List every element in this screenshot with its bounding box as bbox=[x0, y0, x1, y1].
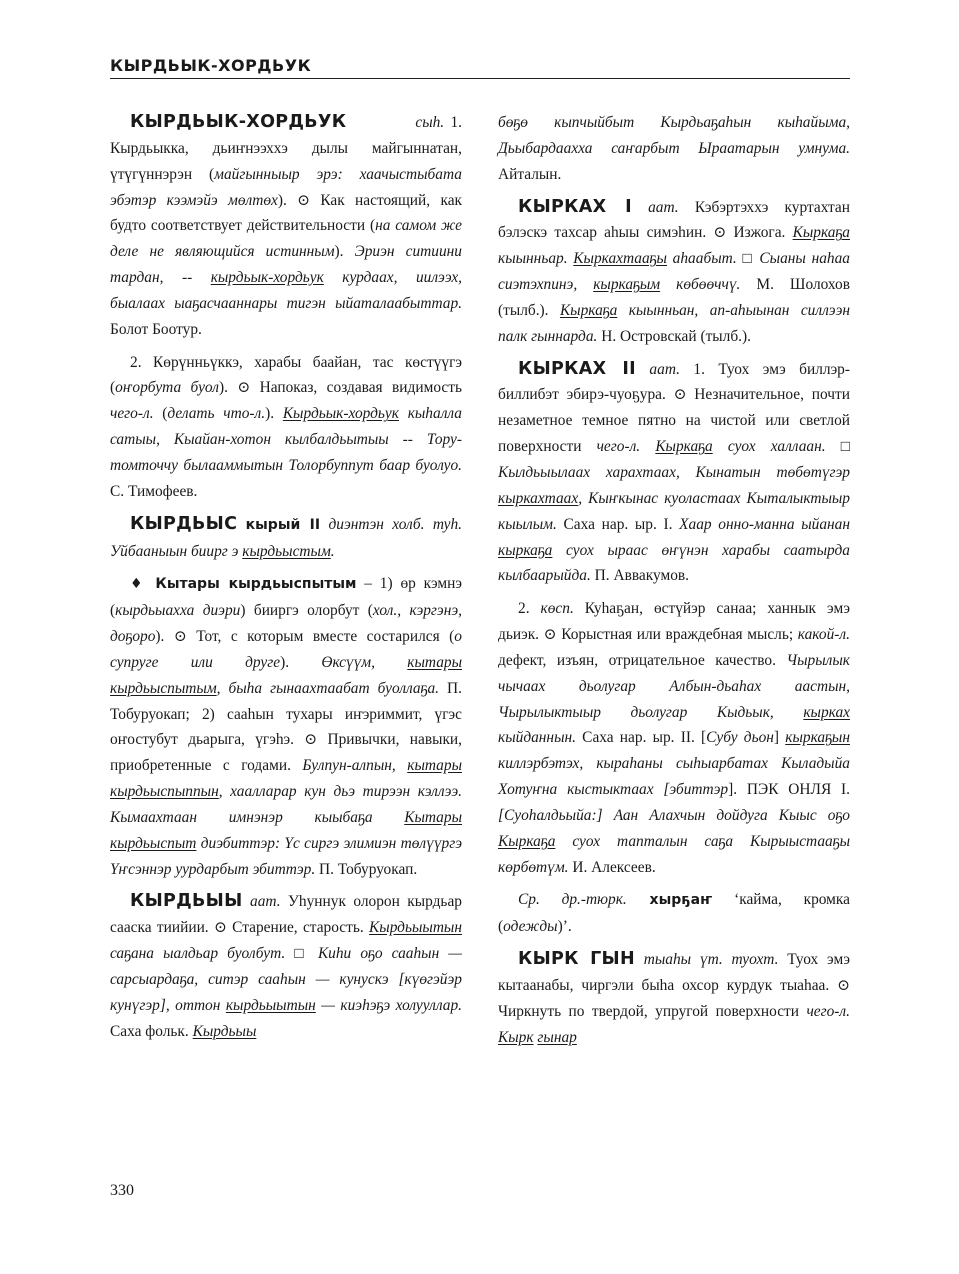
example-keyword: кыркаҕым bbox=[593, 276, 661, 294]
example-keyword: кыркаҕа bbox=[498, 541, 553, 559]
example-text: [Суоһалдьыйа:] Аан Алахчын дойдуга Кыыс оҕо bbox=[498, 806, 850, 824]
example-text: Уйбааныын биирг э bbox=[110, 542, 243, 560]
example-keyword: Кырдьыы bbox=[192, 1022, 257, 1040]
example-text: Эриэн ситиини тардан, -- bbox=[110, 243, 462, 287]
phrase-headword: ♦ Кытары кырдьыспытым bbox=[130, 576, 357, 593]
example-keyword: гынар bbox=[537, 1028, 577, 1046]
citation-source: Н. Островскай (тылб.). bbox=[597, 327, 751, 345]
example-keyword: кырдьык-хордьук bbox=[210, 269, 324, 287]
citation-source: П. Тобуруокап. bbox=[315, 860, 418, 878]
definition-text: ). ⊙ Напоказ, создавая видимость bbox=[218, 379, 462, 397]
example-keyword: кырдьыспытым bbox=[110, 679, 217, 697]
definition-text: ). ⊙ Тот, с которым вместе состарился ( bbox=[155, 628, 455, 646]
definition-text: ). ⊙ Как настоящий, как будто соответствует действительности ( bbox=[110, 191, 462, 235]
entry-kyrkah-2 bbox=[498, 357, 850, 590]
example-keyword: Кытары кырдьыспыт bbox=[110, 808, 462, 852]
example-keyword: Кыркаҕа bbox=[498, 832, 556, 850]
gloss-italic: о супруге или друге bbox=[110, 628, 462, 671]
example-text: курдаах, иилээх, быалаах ыаҕасчааннары тигэн ыйаталаабыттар. bbox=[110, 269, 462, 312]
example-text: Субу дьон bbox=[706, 729, 774, 747]
header-rule bbox=[110, 78, 850, 79]
entry-kytary-kyrdyspytym bbox=[110, 571, 462, 882]
entry-kyrkah-1 bbox=[498, 195, 850, 350]
example-text: — киэһэҕэ холууллар. bbox=[315, 996, 462, 1014]
citation-source: М. Шолохов (тылб.). bbox=[498, 276, 851, 319]
example-text: киллэрбэтэх, кыраһаны сыһыарбатах Кыладыйа Хотуҥна кыстыктаах [ bbox=[498, 755, 850, 799]
headword: КЫРДЬЫК-ХОРДЬУК bbox=[130, 112, 347, 132]
example-text: кыйданнын. bbox=[498, 729, 576, 747]
pos-label: сыһ. bbox=[415, 114, 445, 131]
citation-source: Саха фольк. bbox=[110, 1022, 193, 1040]
definition-text: ‘кайма, кромка ( bbox=[498, 891, 850, 936]
example-keyword: Кыркаҕа bbox=[792, 224, 850, 242]
example-keyword: Кыркахтааҕы bbox=[573, 250, 667, 268]
gloss-italic: хол., кэргэнэ, доҕоро bbox=[110, 602, 462, 646]
entry-kyrdyy-continued bbox=[498, 110, 850, 188]
definition-text: 1. Туох эмэ биллэр-биллибэт эбирэ-чуоҕура. ⊙ Незначительное, почти незаметное темное пятно на чистой или светлой поверхности bbox=[498, 360, 850, 456]
entry-kyrdyk-hordyuk-1 bbox=[110, 110, 462, 343]
gloss-italic: майгынныыр эрэ: хаачыстыбата эбэтэр кээмэйэ мөлтөх bbox=[110, 165, 462, 209]
example-keyword: Кыркаҕа bbox=[559, 301, 618, 319]
example-text: , Кыҥкынас куоластаах Кыталыктыыр кыылым. bbox=[498, 489, 850, 533]
example-keyword: Кырдьык-хордьук bbox=[282, 405, 399, 423]
etymon: хырҕаҥ bbox=[626, 892, 713, 909]
example-text: бөҕө кыпчыйбыт Кырдьаҕаһын кыһайыма, Дьыбардаахха саҥарбыт Ыраатарын умнума. bbox=[498, 114, 850, 157]
definition-text: ) бииргэ олорбут ( bbox=[240, 602, 373, 620]
gloss-italic: көсп. bbox=[540, 600, 574, 618]
page-number: 330 bbox=[110, 1182, 134, 1199]
definition-text: ( bbox=[153, 405, 168, 423]
etymology-note bbox=[498, 887, 850, 940]
definition-text: ). bbox=[265, 405, 283, 423]
gloss-italic: одежды bbox=[503, 918, 558, 936]
example-keyword: кытары bbox=[407, 653, 463, 671]
definition-text: Куһаҕан, өстүйэр санаа; ханнык эмэ дьиэк. ⊙ Корыстная или враждебная мысль; bbox=[498, 600, 851, 644]
gloss-italic: на самом же деле не являющийся истинным bbox=[110, 217, 462, 261]
example-keyword: Кырдьыытын bbox=[369, 919, 462, 937]
example-keyword: кырдьыстым bbox=[242, 542, 331, 560]
example-text: суох ыраас өҥүнэн харабы саатырда кылбаарыйда. bbox=[498, 541, 850, 585]
definition-text: П. Тобуруокап; 2) сааһын тухары иҥэриммит, үгэс оҥостубут дьарыга, үгэһэ. ⊙ Привычки, навыки, приобретенные с годами. bbox=[110, 679, 463, 775]
entry-kyrdys bbox=[110, 512, 462, 565]
example-text: кыынньар. bbox=[498, 250, 574, 268]
definition-text: Туох эмэ кытаанабы, чиргэли быһа охсор курдук тыаһаа. ⊙ Чиркнуть по твердой, упругой поверхности bbox=[498, 951, 850, 1020]
headword: КЫРК ГЫН bbox=[518, 949, 635, 970]
gloss-italic: кырдьыахха диэри bbox=[115, 602, 241, 620]
pos-label: диэнтэн холб. туһ. bbox=[320, 515, 462, 533]
gloss-italic: чего-л. bbox=[806, 1002, 850, 1020]
headword: КЫРДЬЫЫ bbox=[130, 891, 243, 912]
example-keyword: кырдьыытын bbox=[225, 996, 316, 1014]
example-text: , быһа гынаахтаабат буоллаҕа. bbox=[216, 679, 440, 697]
example-text: кыһалла сатыы, Кыайан-хотон кылбалдьытыы -- Тору-томточчу былааммытын Толорбуппут баар буолуо. bbox=[110, 405, 463, 474]
headword: КЫРКАХ I bbox=[518, 196, 632, 217]
example-text: кыынньан, ап-аһыынан силлээн палк гыннарда. bbox=[498, 301, 850, 345]
example-text: көбөөччү. bbox=[660, 276, 741, 294]
example-keyword: кыркахтаах bbox=[498, 489, 579, 507]
headword: КЫРКАХ II bbox=[518, 358, 636, 379]
example-keyword: Кырк bbox=[498, 1028, 534, 1046]
definition-text: Кэбэртэххэ куртахтан бэлэскэ тахсар аһыы симэһин. ⊙ Изжога. bbox=[498, 198, 850, 242]
example-text: эбиттэр bbox=[669, 781, 729, 799]
example-text: Чырылык чычаах дьолугар Албын-дьаһах аастын, Чырылыктыыр дьолугар Кыдьык, bbox=[498, 651, 850, 721]
definition-text bbox=[640, 438, 655, 455]
gloss-italic: какой-л. bbox=[797, 626, 850, 644]
example-text: суох тапталын саҕа Кырыыстааҕы көрбөтүм. bbox=[498, 832, 850, 876]
cross-reference: кырый II bbox=[245, 516, 321, 533]
gloss-italic: чего-л. bbox=[596, 438, 641, 456]
example-keyword: кырдьыспыппын bbox=[110, 783, 219, 801]
entry-kyrdyk-hordyuk-2 bbox=[110, 350, 462, 505]
example-text: саҕана ыалдьар буолбут. □ Киһи оҕо сааһын — сарсыардаҕа, ситэр сааһын — кунускэ [күөгэйэр кунүгэр], оттон bbox=[110, 945, 462, 1014]
citation-source: Саха нар. ыр. II. [ bbox=[575, 729, 707, 747]
example-text: . bbox=[330, 542, 335, 560]
etymology-label: Ср. др.-тюрк. bbox=[518, 891, 627, 909]
definition-text: ). bbox=[334, 243, 355, 261]
entry-kyrdyy bbox=[110, 889, 462, 1044]
gloss-italic: оҥорбута буол bbox=[115, 379, 219, 397]
example-text: суох халлаан. □ Кылдьыылаах харахтаах, Кынатын төбөтүгэр bbox=[498, 438, 851, 481]
citation-source: ПЭК ОНЛЯ I. bbox=[737, 781, 850, 799]
citation-source: И. Алексеев. bbox=[568, 858, 656, 876]
citation-source: Айталын. bbox=[498, 165, 562, 183]
citation-source: С. Тимофеев. bbox=[110, 482, 198, 500]
example-text: диэбиттэр: Үс сиргэ элимиэн төлүүргэ Үҥсэннэр уурдарбыт эбиттэр. bbox=[110, 834, 462, 878]
headword: КЫРДЬЫС bbox=[130, 513, 238, 534]
definition-text: 2. Көрүнньүккэ, харабы баайан, тас көстүүгэ ( bbox=[110, 353, 462, 397]
right-column bbox=[498, 110, 850, 1058]
example-keyword: Кыркаҕа bbox=[655, 438, 713, 456]
definition-text: – 1) өр кэмнэ ( bbox=[110, 575, 463, 620]
definition-text: )’. bbox=[557, 918, 572, 936]
definition-text: Уһуннук олорон кырдьар сааска тиийии. ⊙ Старение, старость. bbox=[110, 893, 462, 937]
example-text: аһаабыт. □ Сыаны наһаа сиэтэхпинэ, bbox=[498, 250, 850, 294]
gloss-italic: чего-л. bbox=[110, 405, 154, 423]
definition-text: 1. Кырдьыкка, дьиҥнээххэ дылы майгыннатан, үтүгүннэрэн ( bbox=[110, 114, 462, 183]
running-head: КЫРДЬЫК-ХОРДЬУК bbox=[110, 56, 312, 75]
example-text: Булпун-алпын, bbox=[302, 757, 408, 775]
definition-text: 2. bbox=[518, 600, 541, 618]
citation-source: П. Аввакумов. bbox=[590, 567, 690, 585]
pos-label: аат. bbox=[648, 198, 679, 216]
definition-text: ). bbox=[280, 653, 322, 671]
example-text: Өксүүм, bbox=[321, 653, 408, 671]
entry-kyrk-gyn bbox=[498, 947, 850, 1050]
left-column bbox=[110, 110, 462, 1052]
definition-text: ] bbox=[773, 729, 786, 747]
pos-label: тыаһы үт. туохт. bbox=[643, 951, 779, 969]
example-keyword: кырках bbox=[803, 703, 850, 721]
definition-text: ]. bbox=[728, 781, 738, 799]
example-text: , хаалларар кун дьэ тирээн кэллээ. Кымаахтаан имнэнэр кыыбаҕа bbox=[110, 783, 462, 826]
citation-source: Саха нар. ыр. I. bbox=[556, 515, 680, 533]
example-keyword: кыркаҕын bbox=[785, 729, 850, 747]
gloss-italic: делать что-л. bbox=[167, 405, 266, 423]
example-keyword: кытары bbox=[407, 757, 462, 775]
pos-label: аат. bbox=[250, 893, 281, 911]
example-text: Хаар онно-манна ыйанан bbox=[679, 515, 850, 533]
pos-label: аат. bbox=[649, 360, 680, 378]
citation-source: Болот Боотур. bbox=[110, 320, 202, 338]
definition-text: дефект, изъян, отрицательное качество. bbox=[498, 651, 787, 669]
entry-kyrkah-2-sense-2 bbox=[498, 596, 850, 880]
